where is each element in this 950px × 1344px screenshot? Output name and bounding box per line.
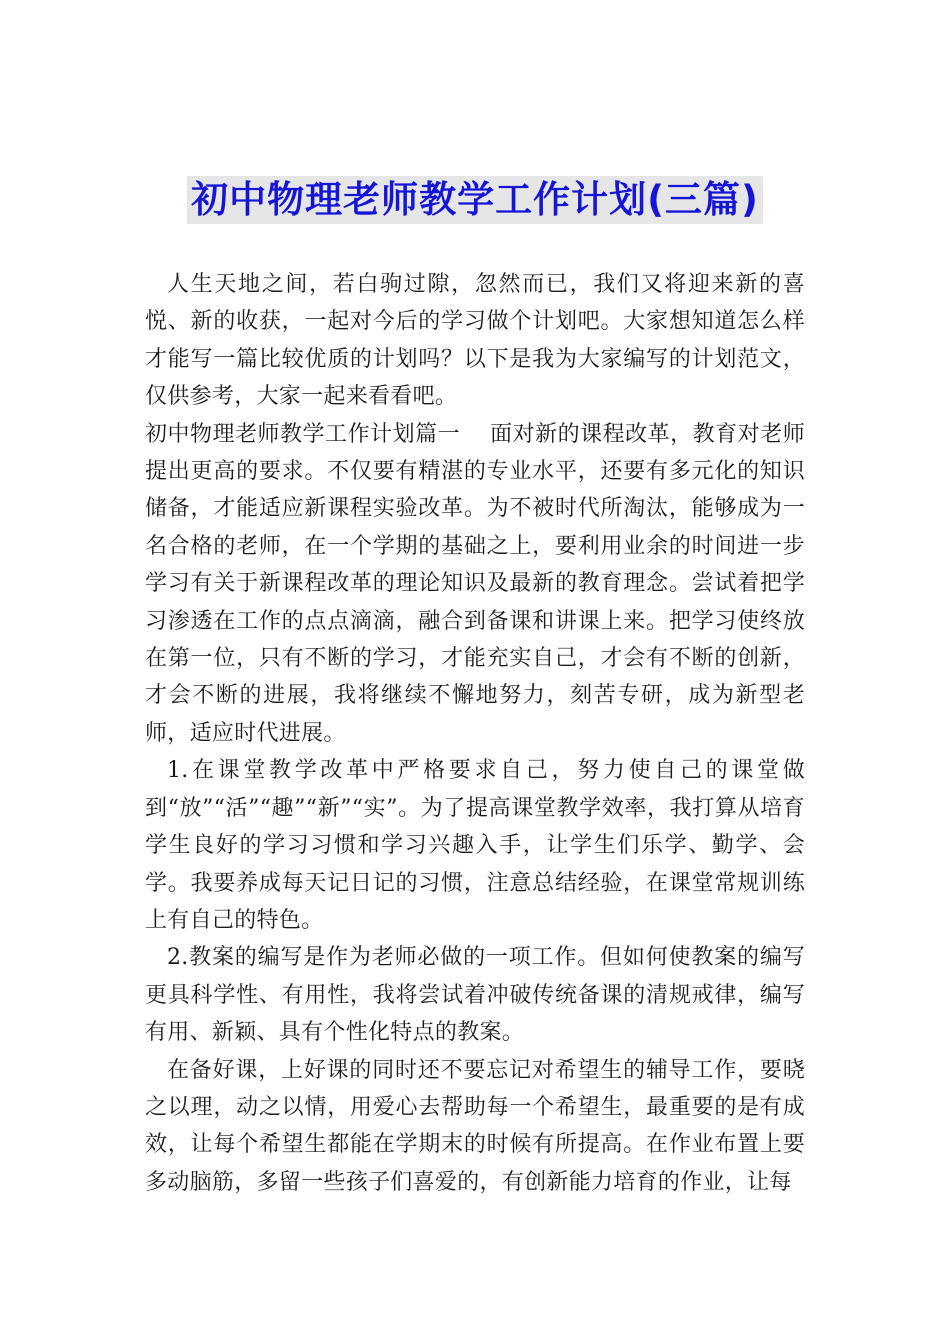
document-body [145,266,805,1201]
item-two-paragraph: 2.教案的编写是作为老师必做的一项工作。但如何使教案的编写更具科学性、有用性，我将尝试着冲破传统备课的清规戒律，编写有用、新颖、具有个性化特点的教案。 [145,945,805,1046]
intro-paragraph: 人生天地之间，若白驹过隙，忽然而已，我们又将迎来新的喜悦、新的收获，一起对今后的学习做个计划吧。大家想知道怎么样才能写一篇比较优质的计划吗？以下是我为大家编写的计划范文，仅供参考，大家一起来看看吧。 [145,272,805,410]
item-one-paragraph: 1.在课堂教学改革中严格要求自己，努力使自己的课堂做到“放”“活”“趣”“新”“实”。为了提高课堂教学效率，我打算从培育学生良好的学习习惯和学习兴趣入手，让学生们乐学、勤学、会学。我要养成每天记日记的习惯，注意总结经验，在课堂常规训练上有自己的特色。 [145,758,805,933]
document-title: 初中物理老师教学工作计划(三篇) [187,176,763,224]
plan-one-paragraph: 初中物理老师教学工作计划篇一 面对新的课程改革，教育对老师提出更高的要求。不仅要有精湛的专业水平，还要有多元化的知识储备，才能适应新课程实验改革。为不被时代所淘汰，能够成为一名合格的老师，在一个学期的基础之上，要利用业余的时间进一步学习有关于新课程改革的理论知识及最新的教育理念。尝试着把学习渗透在工作的点点滴滴，融合到备课和讲课上来。把学习使终放在第一位，只有不断的学习，才能充实自己，才会有不断的创新，才会不断的进展，我将继续不懈地努力，刻苦专研，成为新型老师，适应时代进展。 [145,421,805,746]
tutoring-paragraph: 在备好课，上好课的同时还不要忘记对希望生的辅导工作，要晓之以理，动之以情，用爱心去帮助每一个希望生，最重要的是有成效，让每个希望生都能在学期末的时候有所提高。在作业布置上要多动脑筋，多留一些孩子们喜爱的，有创新能力培育的作业，让每 [145,1057,805,1195]
title-container [0,176,950,224]
